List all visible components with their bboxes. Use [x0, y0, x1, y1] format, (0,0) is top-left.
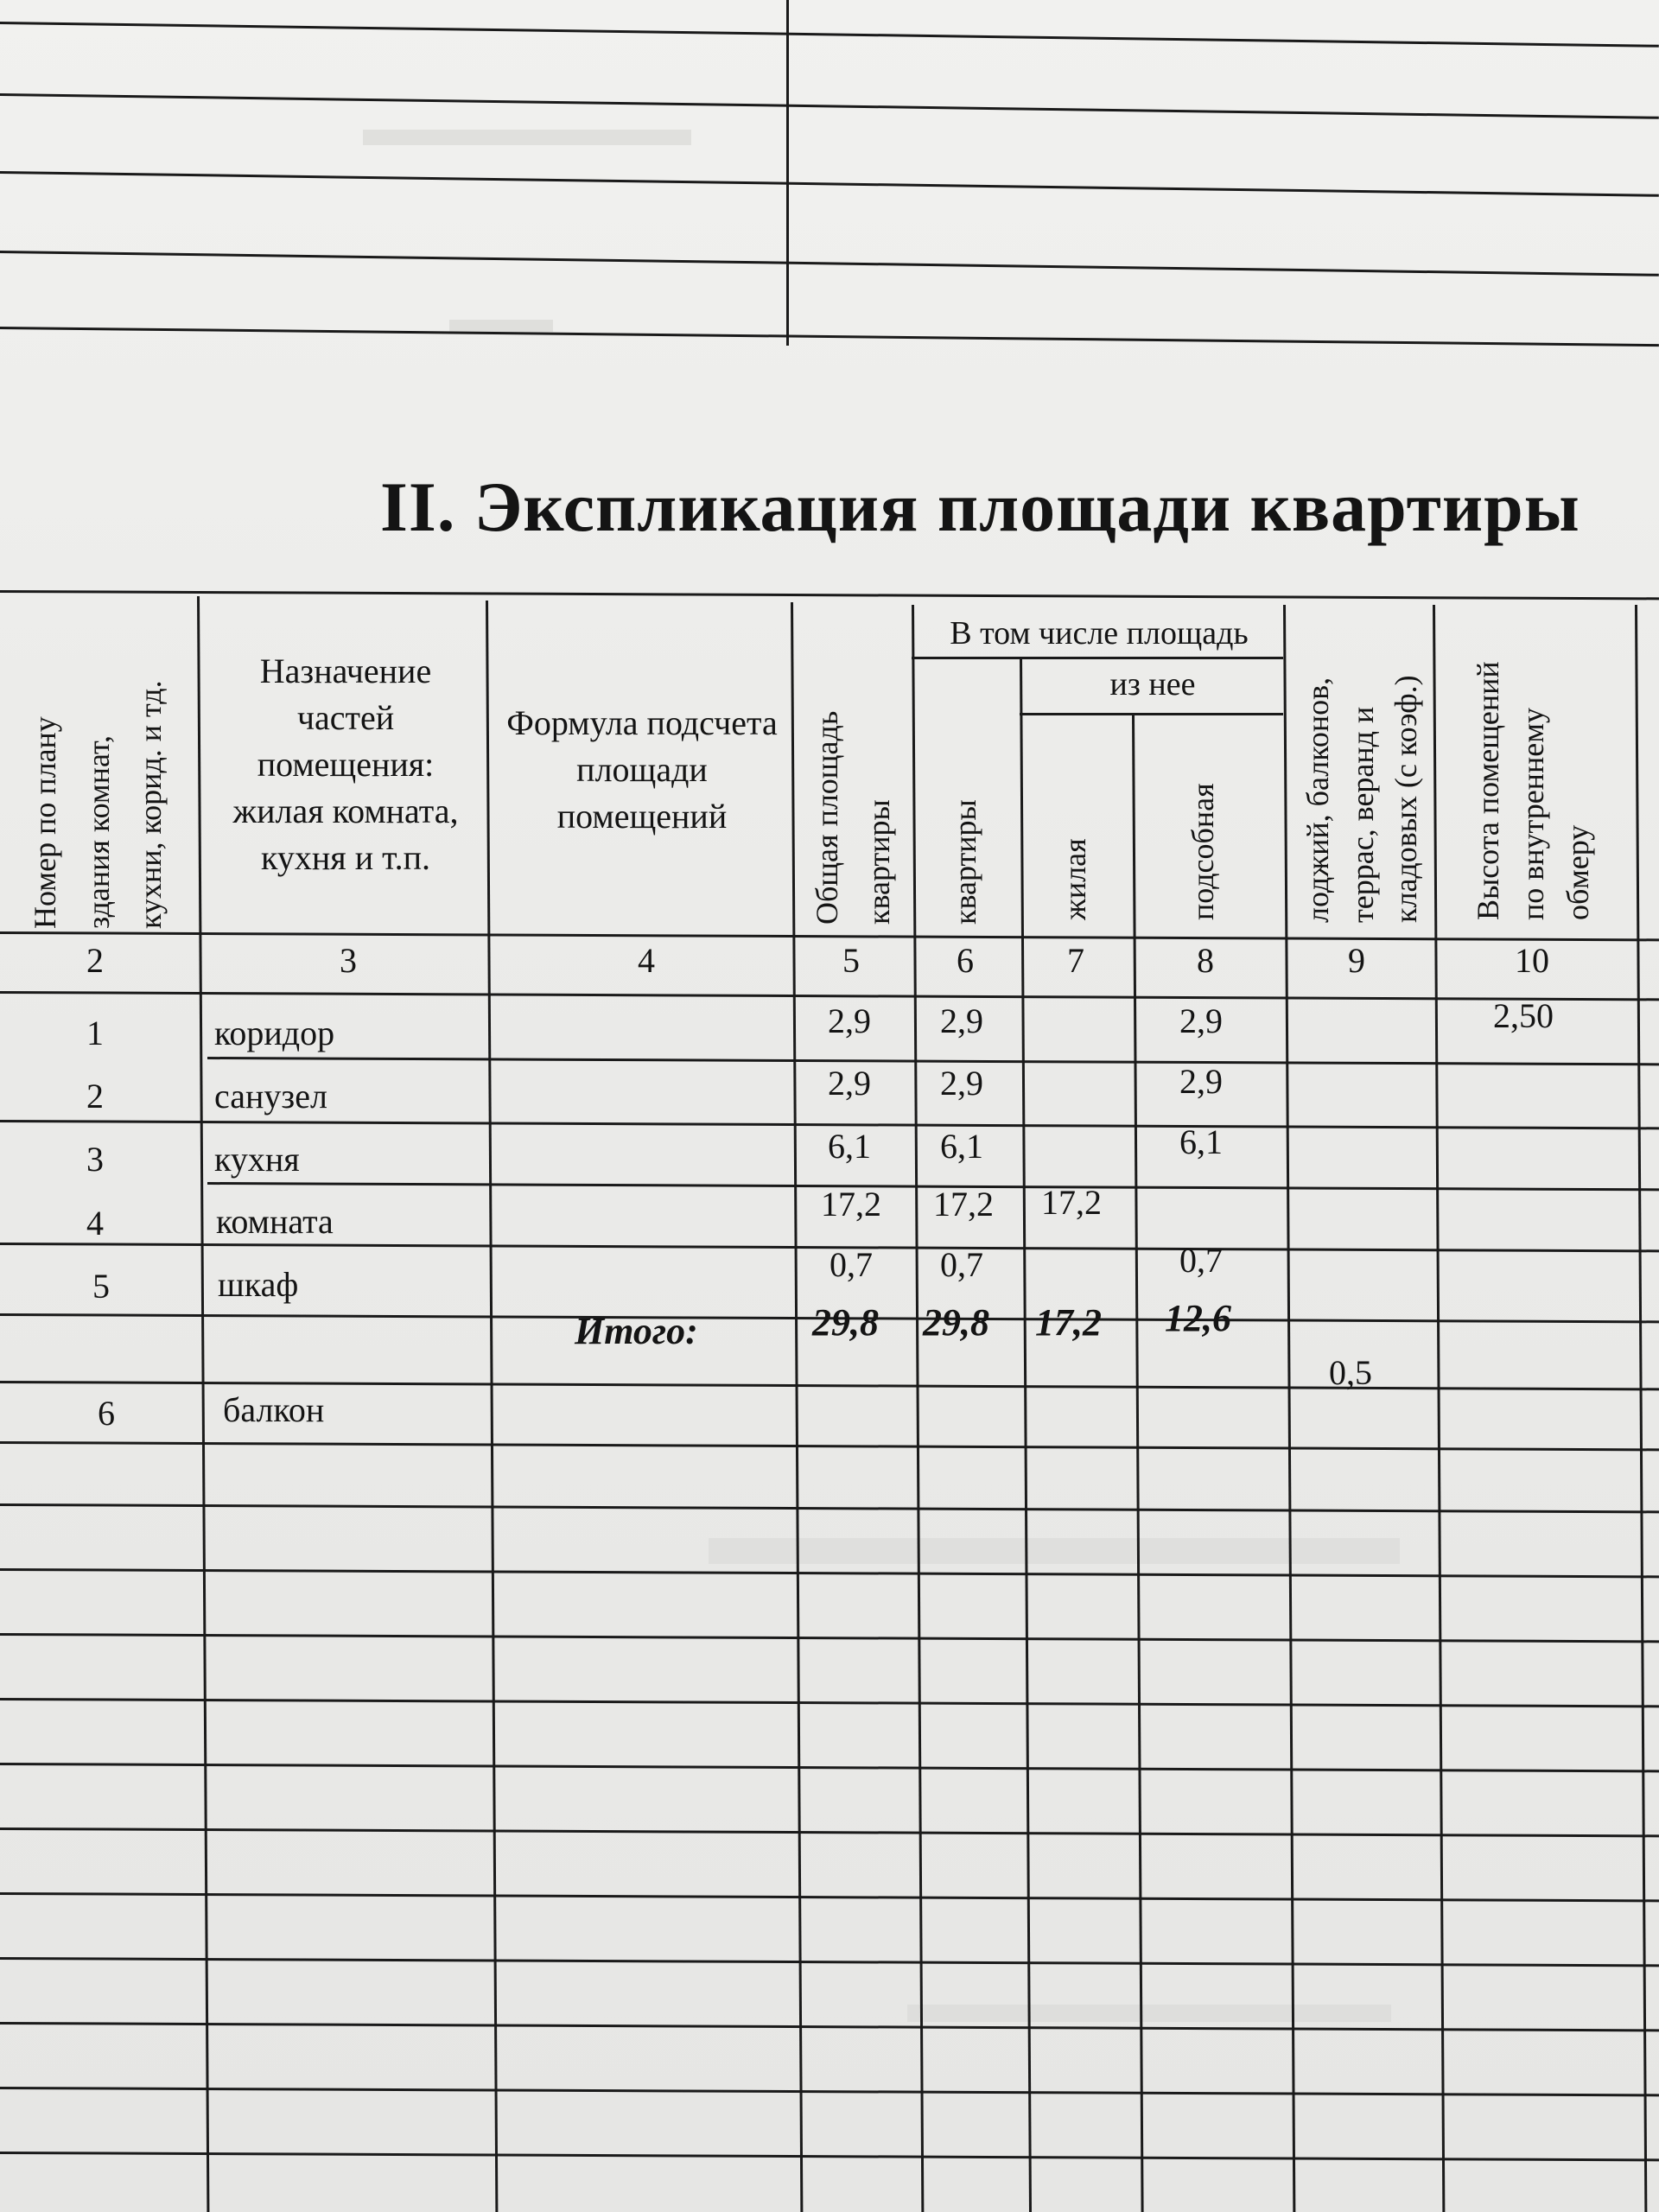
show-through-marks [709, 1538, 1400, 1564]
header-col4 [491, 700, 793, 840]
column-number: 8 [1197, 941, 1214, 980]
room-name: кухня [214, 1140, 300, 1179]
header-col10-line1: Высота помещений [1471, 661, 1505, 920]
living-area: 17,2 [1041, 1183, 1102, 1222]
header-group-of-it: из нее [1109, 666, 1196, 702]
aux-area: 2,9 [1179, 1062, 1223, 1101]
apartment-area: 2,9 [940, 1064, 983, 1103]
apartment-area: 6,1 [940, 1127, 983, 1166]
header-col9-line3: кладовых (с коэф.) [1389, 675, 1423, 923]
column-number: 2 [86, 941, 104, 980]
room-name: санузел [214, 1077, 327, 1116]
column-number: 6 [957, 941, 974, 980]
column-number: 9 [1348, 941, 1365, 980]
totals-apartment-area: 29,8 [923, 1301, 989, 1344]
totals-total-area: 29,8 [812, 1301, 879, 1344]
room-name: шкаф [218, 1265, 299, 1304]
total-area: 2,9 [828, 1064, 871, 1103]
header-col8: подсобная [1185, 783, 1220, 920]
header-col2-line1: Номер по плану [28, 716, 62, 929]
row-number: 6 [98, 1394, 115, 1433]
apartment-area: 0,7 [940, 1245, 983, 1284]
show-through-marks [907, 2005, 1391, 2022]
header-col10-line3: обмеру [1560, 824, 1595, 920]
aux-area: 2,9 [1179, 1001, 1223, 1040]
total-area: 6,1 [828, 1127, 871, 1166]
show-through-marks [449, 320, 553, 332]
column-number: 3 [340, 941, 357, 980]
totals-living-area: 17,2 [1035, 1301, 1102, 1344]
header-col2-line3: кухни, корид. и тд. [133, 680, 168, 929]
row-number: 4 [86, 1204, 104, 1243]
header-col3 [203, 648, 488, 881]
column-number: 4 [638, 941, 655, 980]
header-col3-line: частей [296, 698, 395, 737]
room-name: балкон [223, 1390, 325, 1429]
header-col4-line: Формула подсчета [506, 703, 778, 742]
header-col3-line: жилая комната, [232, 791, 459, 830]
room-height: 2,50 [1493, 996, 1554, 1035]
header-col5-line1: Общая площадь [810, 710, 844, 925]
apartment-area: 17,2 [933, 1185, 994, 1224]
header-col9-line2: террас, веранд и [1345, 706, 1380, 923]
room-name: коридор [214, 1014, 335, 1052]
room-name: комната [216, 1202, 334, 1241]
header-col10-line2: по внутреннему [1516, 708, 1550, 920]
header-col7: жилая [1058, 838, 1092, 920]
header-group-in-total: В том числе площадь [950, 615, 1249, 652]
section-title: II. Экспликация площади квартиры [380, 467, 1580, 546]
row-number: 3 [86, 1140, 104, 1179]
header-col3-line: Назначение [259, 652, 432, 690]
row-number: 5 [92, 1267, 110, 1306]
header-col2-line2: здания комнат, [81, 734, 116, 929]
total-area: 0,7 [830, 1245, 873, 1284]
header-col3-line: кухня и т.п. [261, 838, 430, 877]
row-number: 2 [86, 1077, 104, 1116]
totals-aux-area: 12,6 [1165, 1297, 1231, 1339]
header-col6: квартиры [948, 799, 982, 925]
totals-label: Итого: [575, 1310, 698, 1352]
apartment-area: 2,9 [940, 1001, 983, 1040]
header-col3-line: помещения: [257, 745, 435, 784]
show-through-marks [363, 130, 691, 145]
total-area: 2,9 [828, 1001, 871, 1040]
column-number: 7 [1067, 941, 1084, 980]
loggia-area: 0,5 [1329, 1353, 1372, 1392]
column-number: 10 [1515, 941, 1549, 980]
header-col5-line2: квартиры [861, 799, 896, 925]
header-col4-line: площади [576, 750, 708, 789]
header-col9-line1: лоджий, балконов, [1300, 677, 1335, 923]
header-col4-line: помещений [556, 797, 728, 836]
total-area: 17,2 [821, 1185, 881, 1224]
aux-area: 6,1 [1179, 1122, 1223, 1161]
aux-area: 0,7 [1179, 1241, 1223, 1280]
row-number: 1 [86, 1014, 104, 1052]
column-number: 5 [842, 941, 860, 980]
